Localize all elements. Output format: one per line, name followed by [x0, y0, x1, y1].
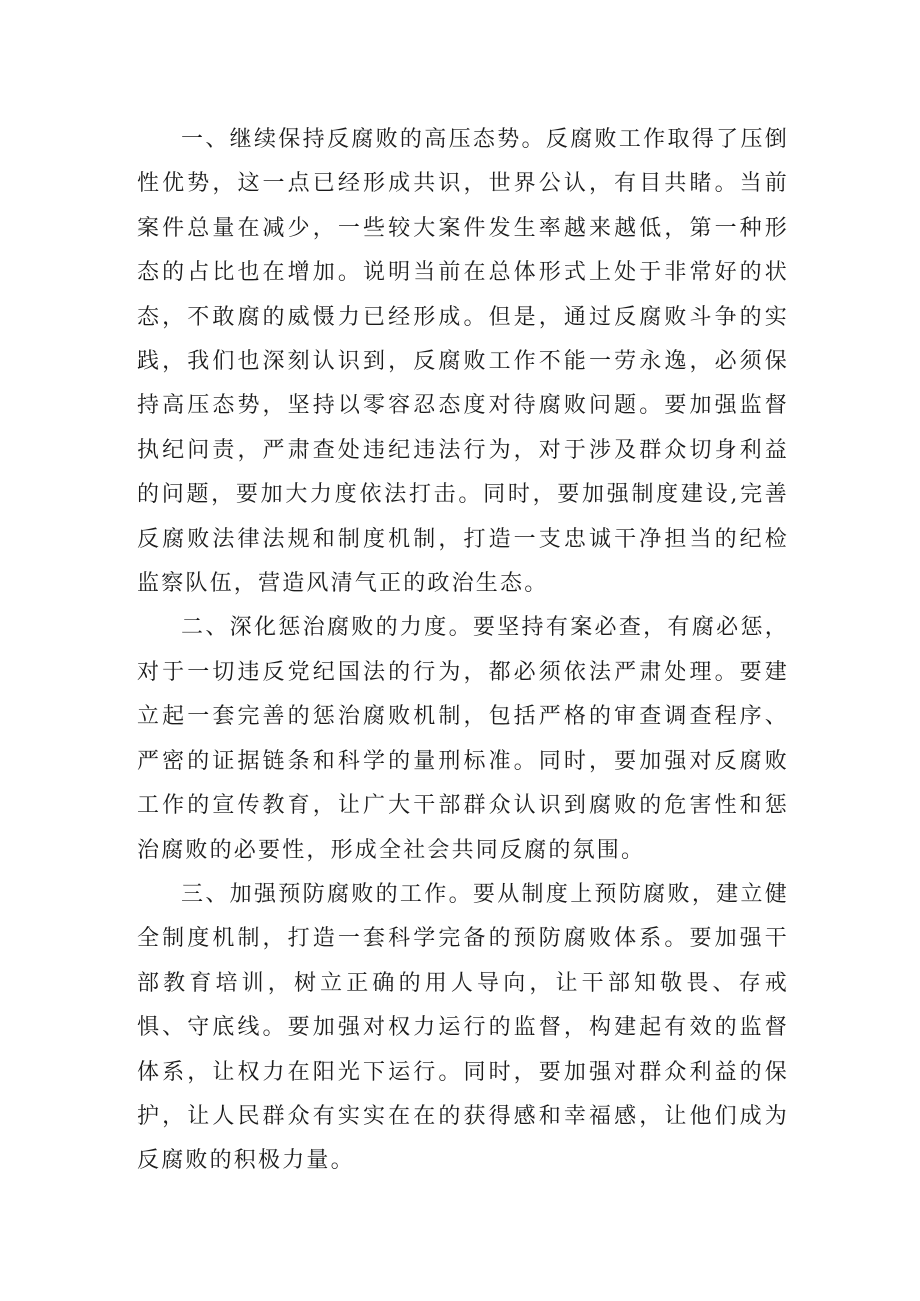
document-body [137, 118, 789, 1184]
paragraph-3: 三、加强预防腐败的工作。要从制度上预防腐败，建立健全制度机制，打造一套科学完备的预防腐败体系。要加强干部教育培训，树立正确的用人导向，让干部知敬畏、存戒惧、守底线。要加强对权力运行的监督，构建起有效的监督体系，让权力在阳光下运行。同时，要加强对群众利益的保护，让人民群众有实实在在的获得感和幸福感，让他们成为反腐败的积极力量。 [137, 881, 789, 1174]
paragraph-2: 二、深化惩治腐败的力度。要坚持有案必查，有腐必惩，对于一切违反党纪国法的行为，都必须依法严肃处理。要建立起一套完善的惩治腐败机制，包括严格的审查调查程序、严密的证据链条和科学的量刑标准。同时，要加强对反腐败工作的宣传教育，让广大干部群众认识到腐败的危害性和惩治腐败的必要性，形成全社会共同反腐的氛围。 [137, 615, 789, 863]
paragraph-1: 一、继续保持反腐败的高压态势。反腐败工作取得了压倒性优势，这一点已经形成共识，世界公认，有目共睹。当前案件总量在减少，一些较大案件发生率越来越低，第一种形态的占比也在增加。说明当前在总体形式上处于非常好的状态，不敢腐的威慑力已经形成。但是，通过反腐败斗争的实践，我们也深刻认识到，反腐败工作不能一劳永逸，必须保持高压态势，坚持以零容忍态度对待腐败问题。要加强监督执纪问责，严肃查处违纪违法行为，对于涉及群众切身利益的问题，要加大力度依法打击。同时，要加强制度建设,完善反腐败法律法规和制度机制，打造一支忠诚干净担当的纪检监察队伍，营造风清气正的政治生态。 [137, 127, 789, 597]
